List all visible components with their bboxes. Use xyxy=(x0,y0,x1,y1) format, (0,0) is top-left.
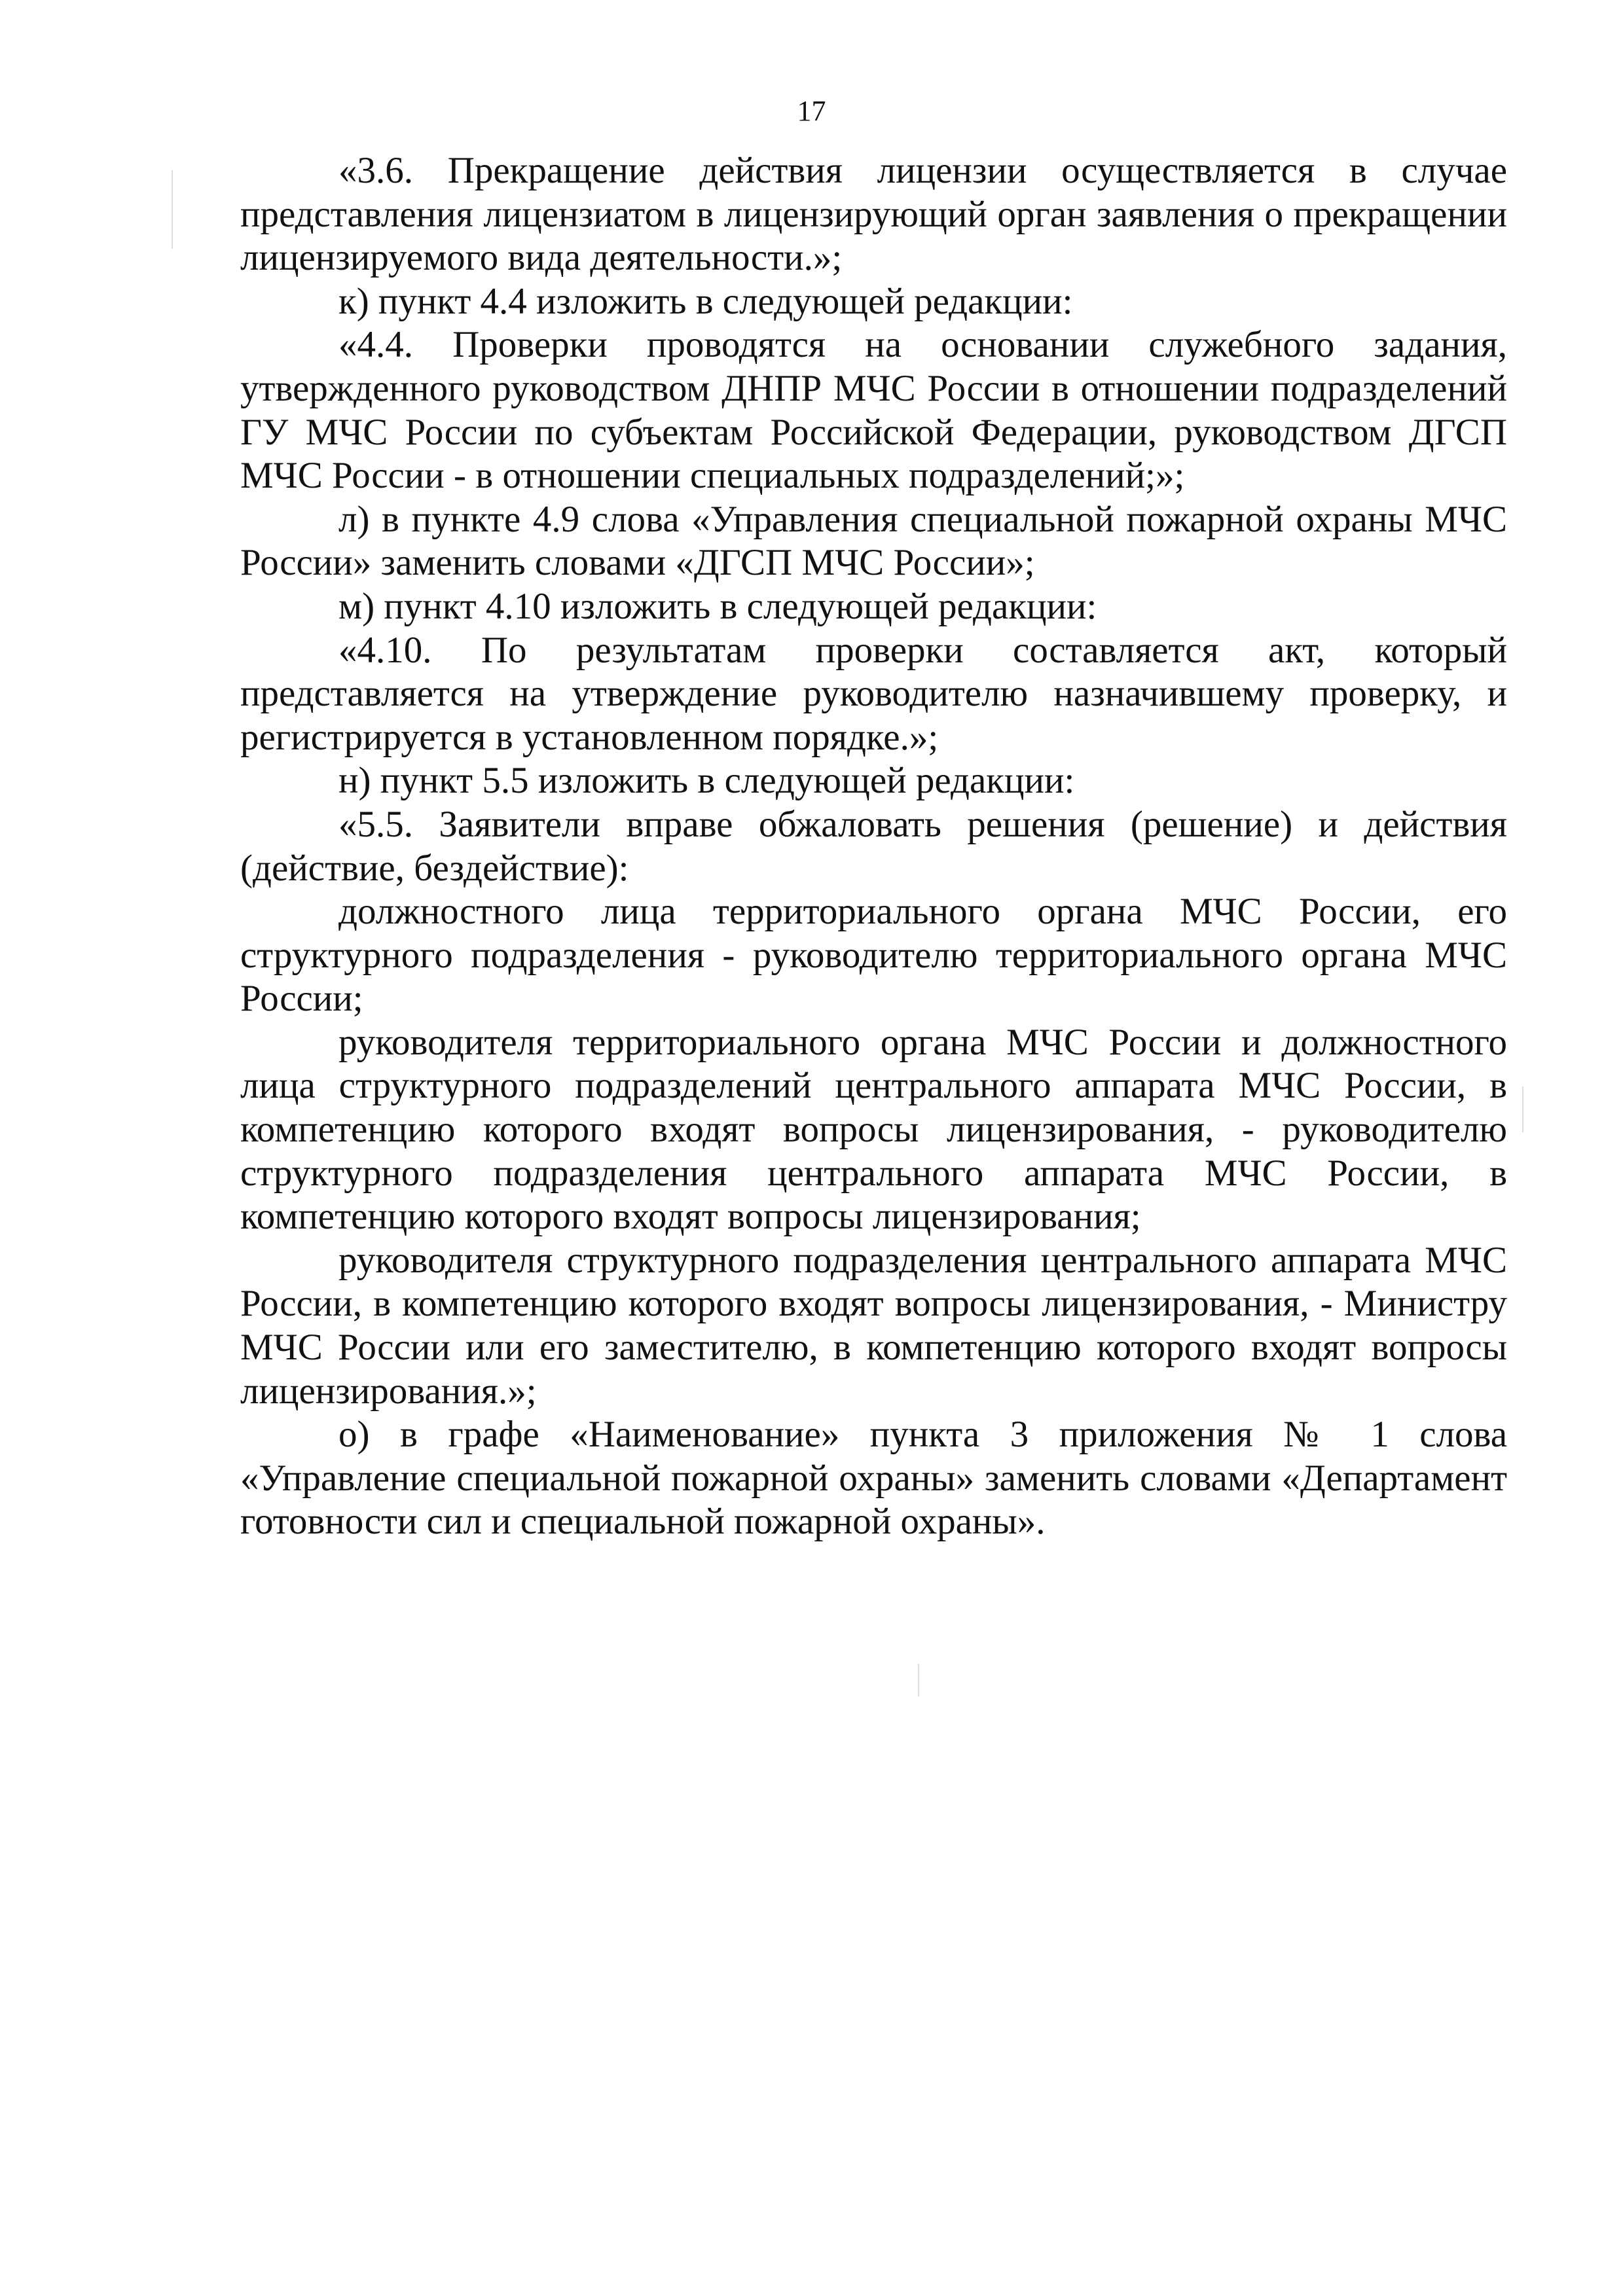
paragraph-5-5: «5.5. Заявители вправе обжаловать решения (решение) и действия (действие, бездействие): xyxy=(240,803,1507,889)
paragraph-item-k: к) пункт 4.4 изложить в следующей редакции: xyxy=(338,280,1073,322)
scan-mark-left xyxy=(172,170,173,249)
paragraph-item-l: л) в пункте 4.9 слова «Управления специальной пожарной охраны МЧС России» заменить словами «ДГСП МЧС России»; xyxy=(240,498,1507,584)
paragraph-4-10: «4.10. По результатам проверки составляется акт, который представляется на утверждение руководителю назначившему проверку, и регистрируется в установленном порядке.»; xyxy=(240,629,1507,758)
scan-mark-right xyxy=(1522,1086,1523,1132)
paragraph-item-n: н) пункт 5.5 изложить в следующей редакции: xyxy=(338,760,1075,802)
scan-mark-bottom xyxy=(918,1664,919,1696)
document-body xyxy=(240,149,1507,1544)
paragraph-item-m: м) пункт 4.10 изложить в следующей редакции: xyxy=(338,585,1097,627)
page-number: 17 xyxy=(797,95,826,127)
paragraph-3-6: «3.6. Прекращение действия лицензии осуществляется в случае представления лицензиатом в лицензирующий орган заявления о прекращении лицензируемого вида деятельности.»; xyxy=(240,150,1507,279)
paragraph-head-structural: руководителя структурного подразделения центрального аппарата МЧС России, в компетенцию которого входят вопросы лицензирования, - Министру МЧС России или его заместителю, в компетенцию которого входят вопросы лицензирования.»; xyxy=(240,1239,1507,1412)
paragraph-item-o: о) в графе «Наименование» пункта 3 приложения № 1 слова «Управление специальной пожарной охраны» заменить словами «Департамент готовности сил и специальной пожарной охраны». xyxy=(240,1414,1507,1543)
paragraph-official-territorial: должностного лица территориального органа МЧС России, его структурного подразделения - руководителю территориального органа МЧС России; xyxy=(240,891,1507,1020)
paragraph-head-territorial: руководителя территориального органа МЧС России и должностного лица структурного подразделений центрального аппарата МЧС России, в компетенцию которого входят вопросы лицензирования, - руководителю структурного подразделения центрального аппарата МЧС России, в компетенцию которого входят вопросы лицензирования; xyxy=(240,1021,1507,1238)
paragraph-4-4: «4.4. Проверки проводятся на основании служебного задания, утвержденного руководством ДНПР МЧС России в отношении подразделений ГУ МЧС России по субъектам Российской Федерации, руководством ДГСП МЧС России - в отношении специальных подразделений;»; xyxy=(240,324,1507,497)
